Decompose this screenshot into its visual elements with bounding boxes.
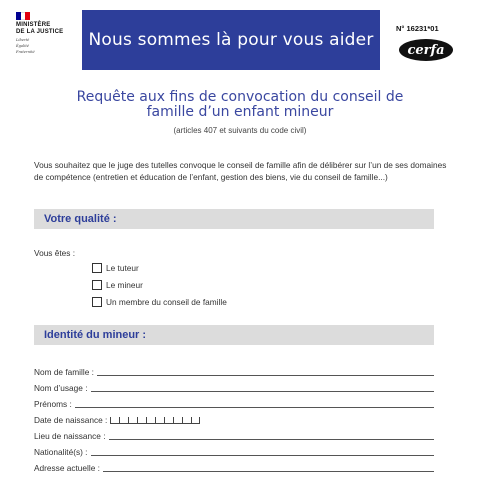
intro-paragraph: Vous souhaitez que le juge des tutelles convoque le conseil de famille afin de délibérer sur l’un de ses domaines de compétence (entretien et éducation de l’enfant, gestion des biens, vie du conseil de famille...) <box>34 160 447 182</box>
field-nom-famille[interactable] <box>34 365 434 377</box>
input-nom-famille[interactable] <box>97 367 434 376</box>
form-number: N° 16231*01 <box>396 24 439 33</box>
ministry-name-line1: MINISTÈRE <box>16 22 51 28</box>
vous-etes-label: Vous êtes : <box>34 248 76 258</box>
option-membre-conseil[interactable] <box>92 297 227 307</box>
checkbox-mineur[interactable] <box>92 280 102 290</box>
label-nom-usage: Nom d’usage : <box>34 383 88 393</box>
ministry-logo <box>16 12 78 55</box>
checkbox-tuteur[interactable] <box>92 263 102 273</box>
input-adresse[interactable] <box>103 463 434 472</box>
section-header-qualite <box>34 209 434 229</box>
document-title-line2: famille d’un enfant mineur <box>146 104 334 120</box>
cerfa-logo <box>399 39 453 61</box>
field-nationalite[interactable] <box>34 445 434 457</box>
banner-text: Nous sommes là pour vous aider <box>88 30 374 50</box>
label-nom-famille: Nom de famille : <box>34 367 94 377</box>
input-prenoms[interactable] <box>75 399 434 408</box>
input-nationalite[interactable] <box>91 447 435 456</box>
field-adresse[interactable] <box>34 461 434 473</box>
motto-liberte: Liberté <box>16 38 30 42</box>
section-title-identite: Identité du mineur : <box>44 329 147 341</box>
document-title <box>40 90 440 120</box>
document-subtitle: (articles 407 et suivants du code civil) <box>173 126 307 135</box>
cerfa-logo-text: cerfa <box>407 42 445 58</box>
label-lieu-naissance: Lieu de naissance : <box>34 431 106 441</box>
option-mineur[interactable] <box>92 280 143 290</box>
motto-fraternite: Fraternité <box>16 50 35 55</box>
section-title-qualite: Votre qualité : <box>44 213 117 225</box>
field-nom-usage[interactable] <box>34 381 434 393</box>
help-banner <box>82 10 380 70</box>
option-tuteur-label: Le tuteur <box>106 263 139 273</box>
checkbox-membre-conseil[interactable] <box>92 297 102 307</box>
section-header-identite <box>34 325 434 345</box>
input-nom-usage[interactable] <box>91 383 435 392</box>
input-lieu-naissance[interactable] <box>109 431 435 440</box>
field-prenoms[interactable] <box>34 397 434 409</box>
field-lieu-naissance[interactable] <box>34 429 434 441</box>
ministry-name-line2: DE LA JUSTICE <box>16 29 64 35</box>
marianne-flag-icon <box>16 12 30 20</box>
document-title-line1: Requête aux fins de convocation du conseil de <box>76 89 404 105</box>
input-date-naissance[interactable] <box>110 415 200 424</box>
option-mineur-label: Le mineur <box>106 280 143 290</box>
label-nationalite: Nationalité(s) : <box>34 447 88 457</box>
field-date-naissance[interactable] <box>34 413 200 425</box>
label-date-naissance: Date de naissance : <box>34 415 108 425</box>
option-tuteur[interactable] <box>92 263 139 273</box>
label-prenoms: Prénoms : <box>34 399 72 409</box>
label-adresse: Adresse actuelle : <box>34 463 100 473</box>
option-membre-conseil-label: Un membre du conseil de famille <box>106 297 227 307</box>
motto-egalite: Égalité <box>16 44 29 49</box>
